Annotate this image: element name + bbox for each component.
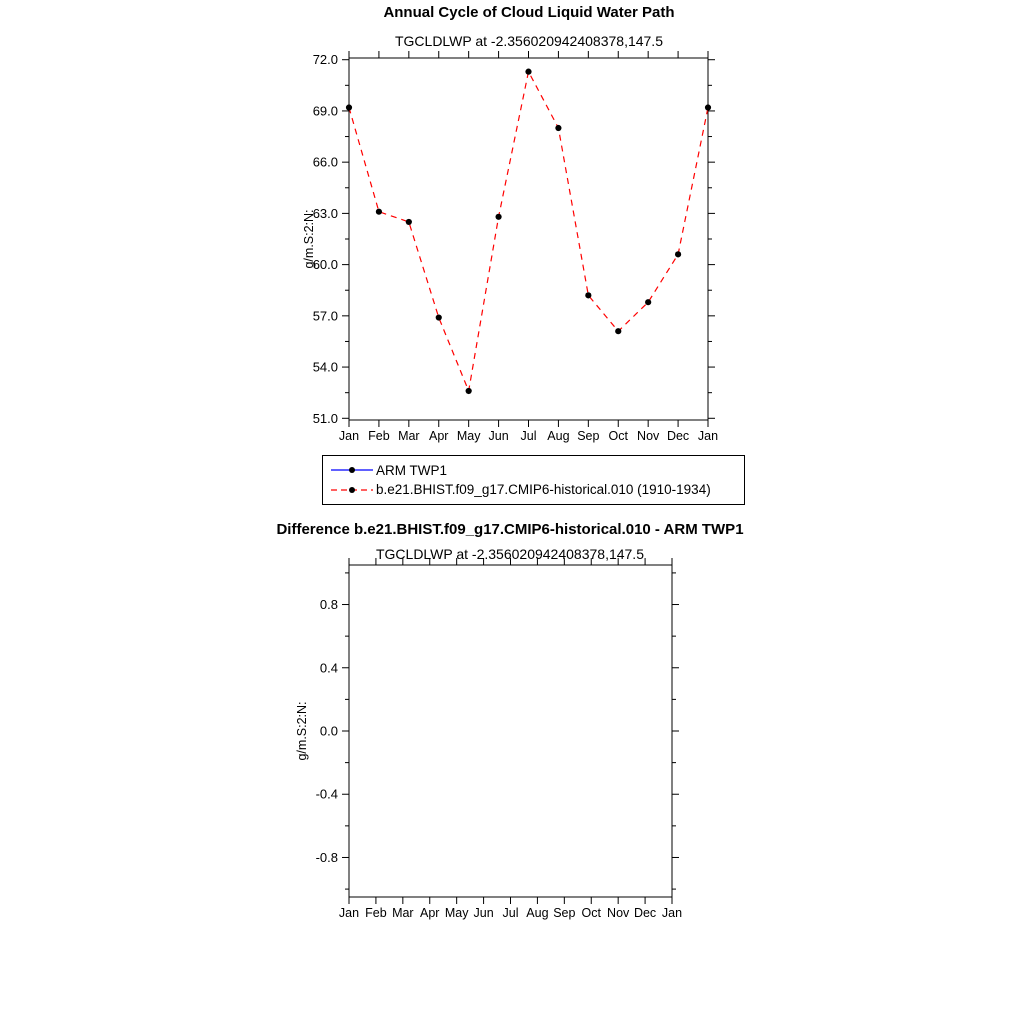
legend-sample-dashed-red bbox=[329, 483, 375, 497]
legend-label-arm-twp1: ARM TWP1 bbox=[376, 462, 448, 478]
series-marker-dot bbox=[466, 388, 472, 394]
x-tick-label: Jul bbox=[502, 906, 519, 920]
y-tick-label: 57.0 bbox=[312, 308, 338, 324]
x-tick-label: Jul bbox=[520, 429, 537, 443]
y-tick-label: 0.8 bbox=[319, 597, 338, 613]
x-tick-label: Nov bbox=[607, 906, 630, 920]
legend-label-model: b.e21.BHIST.f09_g17.CMIP6-historical.010 (1910-1934) bbox=[376, 482, 711, 498]
x-tick-label: Jan bbox=[661, 906, 683, 920]
legend-marker-dot bbox=[349, 487, 355, 493]
plot-frame bbox=[349, 565, 672, 897]
x-tick-label: Feb bbox=[365, 906, 387, 920]
x-tick-label: Mar bbox=[392, 906, 414, 920]
series-marker-dot bbox=[645, 299, 651, 305]
legend-marker-dot bbox=[349, 467, 355, 473]
x-tick-label: Dec bbox=[666, 429, 690, 443]
y-tick-label: 63.0 bbox=[312, 205, 338, 221]
series-marker-dot bbox=[525, 69, 531, 75]
series-marker-dot bbox=[705, 104, 711, 110]
y-tick-label: 54.0 bbox=[312, 359, 338, 375]
y-tick-label: 0.4 bbox=[319, 660, 338, 676]
series-marker-dot bbox=[436, 314, 442, 320]
series-marker-dot bbox=[585, 292, 591, 298]
y-tick-label: 66.0 bbox=[312, 154, 338, 170]
x-tick-label: Jan bbox=[697, 429, 719, 443]
series-marker-dot bbox=[346, 104, 352, 110]
bottom-chart-y-axis-label: g/m.S:2:N: bbox=[295, 701, 309, 761]
x-tick-label: May bbox=[456, 429, 481, 443]
x-tick-label: Aug bbox=[526, 906, 549, 920]
x-tick-label: Oct bbox=[581, 906, 601, 920]
x-tick-label: Aug bbox=[547, 429, 570, 443]
y-tick-label: 0.0 bbox=[319, 723, 338, 739]
series-marker-dot bbox=[495, 214, 501, 220]
legend-item-model bbox=[329, 482, 738, 497]
y-tick-label: 72.0 bbox=[312, 52, 338, 68]
x-tick-label: Mar bbox=[398, 429, 420, 443]
x-tick-label: Jan bbox=[338, 429, 360, 443]
x-tick-label: Jun bbox=[488, 429, 509, 443]
series-marker-dot bbox=[615, 328, 621, 334]
legend-item-arm-twp1 bbox=[329, 463, 738, 478]
series-marker-dot bbox=[376, 209, 382, 215]
top-chart-y-axis-label: g/m.S:2:N: bbox=[302, 209, 316, 269]
x-tick-label: Jun bbox=[473, 906, 494, 920]
x-tick-label: Sep bbox=[553, 906, 576, 920]
y-tick-label: -0.4 bbox=[315, 786, 338, 802]
x-tick-label: May bbox=[444, 906, 469, 920]
top-chart-subtitle: TGCLDLWP at -2.356020942408378,147.5 bbox=[394, 33, 663, 49]
x-tick-label: Sep bbox=[577, 429, 600, 443]
y-tick-label: 60.0 bbox=[312, 257, 338, 273]
bottom-chart-title: Difference b.e21.BHIST.f09_g17.CMIP6-historical.010 - ARM TWP1 bbox=[276, 521, 744, 538]
y-tick-label: -0.8 bbox=[315, 849, 338, 865]
x-tick-label: Dec bbox=[633, 906, 657, 920]
series-marker-dot bbox=[406, 219, 412, 225]
series-marker-dot bbox=[675, 251, 681, 257]
y-tick-label: 69.0 bbox=[312, 103, 338, 119]
x-tick-label: Apr bbox=[420, 906, 440, 920]
x-tick-label: Jan bbox=[338, 906, 360, 920]
series-line bbox=[349, 72, 708, 391]
legend-sample-solid-blue bbox=[329, 463, 375, 477]
x-tick-label: Feb bbox=[368, 429, 390, 443]
y-tick-label: 51.0 bbox=[312, 410, 338, 426]
bottom-chart-subtitle: TGCLDLWP at -2.356020942408378,147.5 bbox=[375, 546, 644, 562]
top-chart-title: Annual Cycle of Cloud Liquid Water Path bbox=[383, 4, 675, 21]
plot-frame bbox=[349, 58, 708, 420]
x-tick-label: Nov bbox=[637, 429, 660, 443]
legend-box bbox=[322, 455, 745, 505]
x-tick-label: Apr bbox=[429, 429, 449, 443]
series-marker-dot bbox=[555, 125, 561, 131]
x-tick-label: Oct bbox=[608, 429, 628, 443]
